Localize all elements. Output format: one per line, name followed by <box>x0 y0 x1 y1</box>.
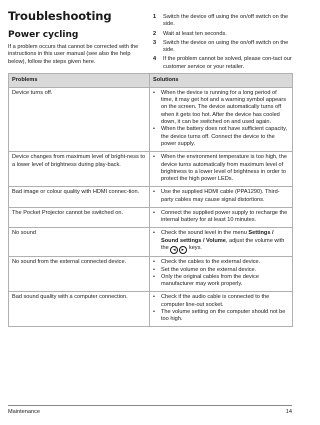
solution-text-part: , adjust the volume with the <box>161 237 285 251</box>
solution-list <box>153 259 289 288</box>
page-footer <box>8 405 292 415</box>
solution-item <box>153 230 289 253</box>
solution-list <box>153 90 289 149</box>
problem-cell: Device turns off. <box>9 87 150 152</box>
bullet-icon: • <box>153 273 155 280</box>
step-text: Wait at least ten seconds. <box>163 30 227 37</box>
solution-text: Use the supplied HDMI cable (PPA1290). Third-party cables may cause signal distortions. <box>161 189 280 203</box>
solution-cell <box>150 292 293 327</box>
step-text: If the problem cannot be solved, please con-tact our customer service or your retailer. <box>163 56 292 70</box>
solution-text: Check if the audio cable is connected to the computer line-out socket. <box>161 294 270 308</box>
table-row <box>9 292 293 327</box>
bullet-icon: • <box>153 230 155 237</box>
problem-cell: Device changes from maximum level of bright-ness to a lower level of brightness during play-back. <box>9 152 150 187</box>
step-item <box>153 40 293 55</box>
solution-item <box>153 210 289 225</box>
solution-item <box>153 267 289 274</box>
table-row <box>9 152 293 187</box>
step-number: 4 <box>153 56 157 63</box>
section-heading: Power cycling <box>8 30 79 40</box>
footer-section: Maintenance <box>8 409 41 415</box>
solution-cell <box>150 228 293 257</box>
bullet-icon: • <box>153 294 155 301</box>
step-number: 3 <box>153 39 157 46</box>
page-number: 14 <box>285 409 292 415</box>
table-row <box>9 228 293 257</box>
solution-text: Set the volume on the external device. <box>161 266 257 273</box>
solution-text: When the environment temperature is too high, the device turns automatically from maximum level of brightness to a lower level of brightness in order to protect the high power LEDs. <box>161 154 287 183</box>
page-title: Troubleshooting <box>8 9 112 23</box>
left-arrow-key-icon: ◄ <box>172 246 177 252</box>
bullet-icon: • <box>153 189 155 196</box>
solution-list <box>153 294 289 323</box>
table-row <box>9 87 293 152</box>
step-text: Switch the device on using the on/off switch on the side. <box>163 39 289 54</box>
bullet-icon: • <box>153 309 155 316</box>
step-item <box>153 31 293 38</box>
solution-item <box>153 274 289 289</box>
solution-cell <box>150 87 293 152</box>
right-arrow-key-icon: ► <box>180 246 185 252</box>
solution-text-part: Check the sound level in the menu <box>161 230 249 237</box>
bullet-icon: • <box>153 89 155 96</box>
header-problems: Problems <box>9 74 150 88</box>
solution-item <box>153 189 289 204</box>
problem-cell: The Pocket Projector cannot be switched on. <box>9 207 150 227</box>
intro-paragraph: If a problem occurs that cannot be corrected with the instructions in this user manual (see also the help below), follow the steps given here. <box>8 44 139 65</box>
problem-cell: No sound from the external connected device. <box>9 257 150 292</box>
troubleshooting-table <box>8 73 293 327</box>
header-solutions: Solutions <box>150 74 293 88</box>
solution-item <box>153 259 289 266</box>
solution-list <box>153 189 289 204</box>
solution-list <box>153 210 289 225</box>
solution-cell <box>150 207 293 227</box>
problem-cell: Bad sound quality with a computer connection. <box>9 292 150 327</box>
table-row <box>9 187 293 207</box>
table-header-row <box>9 74 293 88</box>
table-row <box>9 257 293 292</box>
problem-cell: No sound <box>9 228 150 257</box>
solution-list <box>153 230 289 253</box>
solution-list <box>153 154 289 183</box>
bullet-icon: • <box>153 154 155 161</box>
solution-text: Check the cables to the external device. <box>161 259 261 266</box>
steps-list <box>153 14 293 73</box>
bullet-icon: • <box>153 209 155 216</box>
table-row <box>9 207 293 227</box>
solution-text: Only the original cables from the device manufacturer may work properly. <box>161 273 259 288</box>
solution-text: The volume setting on the computer should not be too high. <box>161 309 286 323</box>
solution-text: When the battery does not have sufficient capacity, the device turns off. Connect the device to the power supply. <box>161 126 288 148</box>
step-item <box>153 14 293 29</box>
solution-text-part: keys. <box>187 245 202 251</box>
bullet-icon: • <box>153 266 155 273</box>
bullet-icon: • <box>153 126 155 133</box>
menu-path: Settings / Sound settings / Volume <box>161 230 274 244</box>
solution-text <box>161 230 289 253</box>
problem-cell: Bad image or colour quality with HDMI connec-tion. <box>9 187 150 207</box>
step-text: Switch the device off using the on/off switch on the side. <box>163 14 289 28</box>
solution-cell <box>150 187 293 207</box>
solution-item <box>153 154 289 183</box>
step-number: 1 <box>153 14 157 20</box>
solution-item <box>153 309 289 324</box>
solution-cell <box>150 257 293 292</box>
bullet-icon: • <box>153 259 155 266</box>
solution-item <box>153 126 289 148</box>
solution-text: Connect the supplied power supply to recharge the internal battery for at least 10 minutes. <box>161 209 288 224</box>
step-item <box>153 56 293 71</box>
step-number: 2 <box>153 30 157 37</box>
solution-item <box>153 90 289 127</box>
solution-text: When the device is running for a long period of time, it may get hot and a warning symbol appears on the screen. The device automatically turns off when it gets too hot. After the device has cooled down, it can be switched on and used again. <box>161 89 286 126</box>
solution-cell <box>150 152 293 187</box>
solution-item <box>153 294 289 309</box>
